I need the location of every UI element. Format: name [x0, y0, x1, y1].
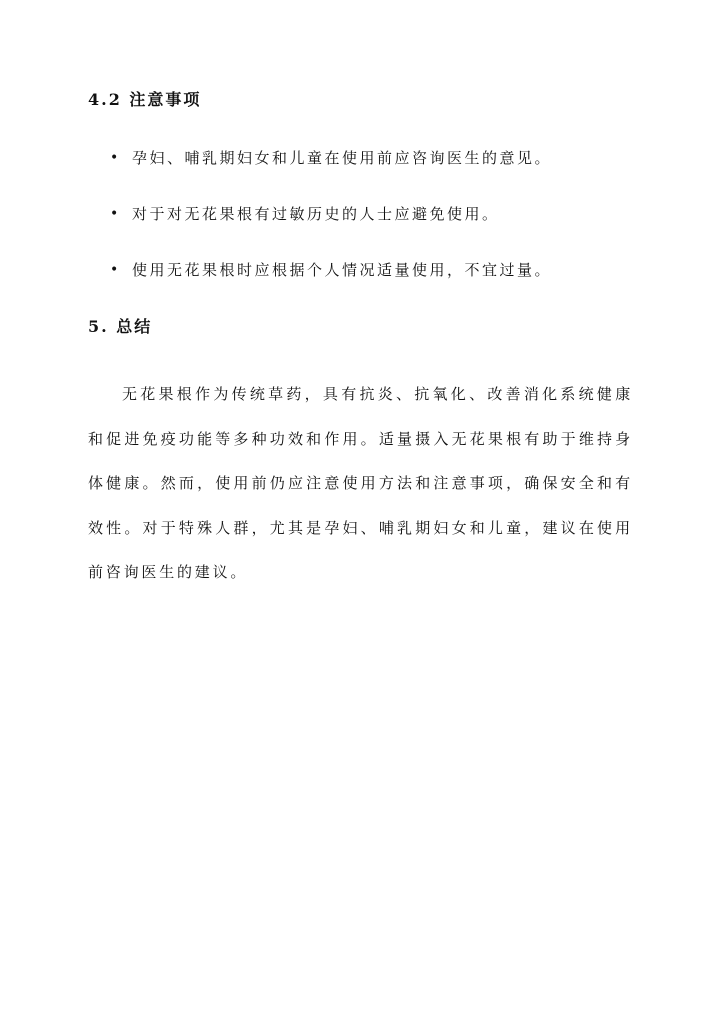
bullet-icon: • — [110, 150, 121, 166]
section-heading-summary: 5. 总结 — [88, 317, 153, 336]
list-item-text: 对于对无花果根有过敏历史的人士应避免使用。 — [132, 205, 500, 223]
summary-paragraph: 无花果根作为传统草药，具有抗炎、抗氧化、改善消化系统健康和促进免疫功能等多种功效和作用。适量摄入无花果根有助于维持身体健康。然而，使用前仍应注意使用方法和注意事项，确保安全和有效性。对于特殊人群，尤其是孕妇、哺乳期妇女和儿童，建议在使用前咨询医生的建议。 — [88, 385, 633, 581]
bullet-icon: • — [110, 206, 121, 222]
list-item — [110, 204, 670, 260]
list-item — [110, 148, 670, 204]
list-item — [110, 260, 670, 316]
section-heading-precautions: 4.2 注意事项 — [88, 90, 202, 109]
precautions-list — [110, 148, 670, 316]
list-item-text: 使用无花果根时应根据个人情况适量使用，不宜过量。 — [132, 261, 553, 279]
list-item-text: 孕妇、哺乳期妇女和儿童在使用前应咨询医生的意见。 — [132, 149, 553, 167]
bullet-icon: • — [110, 262, 121, 278]
